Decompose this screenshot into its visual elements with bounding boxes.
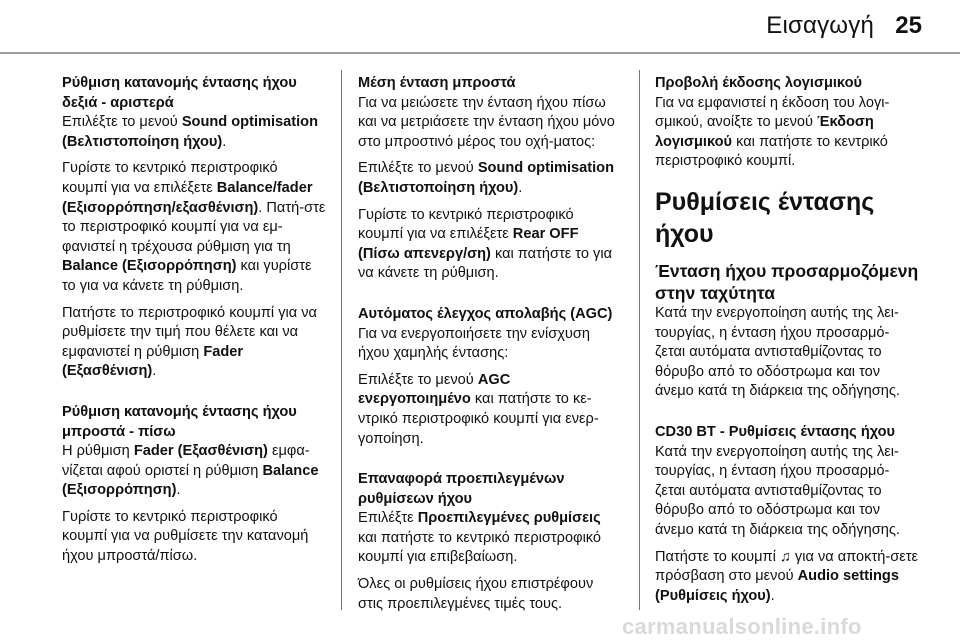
text: Επιλέξτε το μενού [62, 114, 182, 131]
text: Γυρίστε το κεντρικό περιστροφικό κουμπί για να επιλέξετε [62, 160, 278, 196]
paragraph: Για να ενεργοποιήσετε την ενίσχυση ήχου χαμηλής έντασης: [358, 325, 590, 362]
music-note-icon: ♫ [779, 548, 791, 565]
text: Για να εμφανιστεί η έκδοση του λογι-σμικού, ανοίξτε το μενού [655, 94, 890, 131]
text: . [176, 482, 181, 499]
text: Η ρύθμιση [62, 443, 134, 460]
heading-cd30-volume: CD30 BT - Ρυθμίσεις έντασης ήχου [655, 423, 896, 440]
text: για να αποκτή-σετε πρόσβαση στο μενού [655, 548, 918, 585]
paragraph [62, 304, 326, 382]
text: και πατήστε το κε-ντρικό περιστροφικό κουμπί για ενερ-γοποίηση. [358, 391, 599, 447]
paragraph: Για να μειώσετε την ένταση ήχου πίσω και να μετριάσετε την ένταση ήχου μόνο στο μπροστινό μέρος του οχή-ματος: [358, 94, 615, 150]
heading-software-version: Προβολή έκδοσης λογισμικού [655, 75, 862, 91]
menu-name: Audio settings (Ρυθμίσεις ήχου) [655, 568, 899, 604]
heading-balance-left-right: Ρύθμιση κατανομής έντασης ήχου δεξιά - αριστερά [62, 75, 297, 111]
text: . [518, 179, 523, 196]
page-number: 25 [895, 12, 922, 39]
paragraph: Όλες οι ρυθμίσεις ήχου επιστρέφουν στις προεπιλεγμένες τιμές τους. [358, 576, 594, 612]
column-3 [655, 74, 919, 613]
heading-reset-defaults: Επαναφορά προεπιλεγμένων ρυθμίσεων ήχου [358, 471, 565, 507]
text: και πατήστε το κεντρικό περιστροφικό κουμπί. [655, 133, 888, 170]
text: Πατήστε το κουμπί [655, 548, 780, 565]
subheading-speed-volume: Ένταση ήχου προσαρμοζόμενη στην ταχύτητα [655, 260, 919, 303]
paragraph [358, 371, 622, 449]
paragraph: Κατά την ενεργοποίηση αυτής της λει-τουργίας, η ένταση ήχου προσαρμό-ζεται αυτόματα αντισταθμίζοντας το θόρυβο από το οδόστρωμα και τον άνεμο κατά τη διάρκεια της οδήγησης. [655, 304, 900, 400]
column-divider-1 [341, 70, 342, 610]
menu-name: Balance (Εξισορρόπηση) [62, 258, 237, 275]
paragraph [62, 442, 326, 501]
text: και πατήστε το κεντρικό περιστροφικό κουμπί για επιβεβαίωση. [358, 529, 602, 566]
menu-name: Fader (Εξασθένιση) [62, 343, 244, 380]
text: . [770, 587, 775, 604]
paragraph [358, 206, 622, 284]
text: . [222, 133, 227, 150]
text: . [152, 363, 157, 380]
text: εμφα-νίζεται αφού οριστεί η ρύθμιση [62, 443, 310, 479]
watermark: carmanualsonline.info [622, 614, 862, 639]
paragraph: Κατά την ενεργοποίηση αυτής της λει-τουργίας, η ένταση ήχου προσαρμό-ζεται αυτόματα αντισταθμίζοντας το θόρυβο από το οδόστρωμα και τον άνεμο κατά τη διάρκεια της οδήγησης. [655, 443, 900, 538]
paragraph [62, 113, 326, 152]
paragraph [655, 94, 919, 172]
section-heading-volume-settings: Ρυθμίσεις έντασης ήχου [655, 187, 875, 248]
menu-name: Sound optimisation (Βελτιστοποίηση ήχου) [62, 114, 319, 150]
text: . Πατή-στε το περιστροφικό κουμπί για να εμ-φανιστεί η τρέχουσα ρύθμιση για τη [62, 199, 326, 255]
heading-fader-front-rear: Ρύθμιση κατανομής έντασης ήχου μπροστά - πίσω [62, 403, 297, 440]
section-title: Εισαγωγή [766, 12, 874, 39]
paragraph [358, 159, 622, 198]
paragraph: Γυρίστε το κεντρικό περιστροφικό κουμπί για να ρυθμίσετε την κατανομή ήχου μπροστά/πίσω. [62, 508, 309, 565]
text: Επιλέξτε [358, 510, 418, 527]
text: Επιλέξτε το μενού [358, 371, 478, 388]
menu-name: Rear OFF (Πίσω απενεργ/ση) [358, 226, 579, 262]
menu-name: AGC ενεργοποιημένο [358, 371, 511, 408]
menu-name: Έκδοση λογισμικού [655, 114, 874, 150]
menu-name: Προεπιλεγμένες ρυθμίσεις [417, 510, 601, 527]
page-header [0, 0, 960, 52]
paragraph [358, 509, 622, 568]
column-divider-2 [639, 70, 640, 610]
paragraph [62, 159, 326, 296]
heading-front-volume: Μέση ένταση μπροστά [358, 75, 516, 91]
text: Πατήστε το περιστροφικό κουμπί για να ρυθμίσετε την τιμή που θέλετε και να εμφανιστεί η ρύθμιση [62, 304, 317, 360]
text: και πατήστε το για να κάνετε τη ρύθμιση. [358, 245, 613, 282]
menu-name: Balance/fader (Εξισορρόπηση/εξασθένιση) [62, 179, 313, 216]
column-2 [358, 74, 622, 621]
paragraph [655, 548, 919, 607]
text: και γυρίστε το για να κάνετε τη ρύθμιση. [62, 258, 312, 294]
heading-agc: Αυτόματος έλεγχος απολαβής (AGC) [358, 305, 613, 322]
menu-name: Sound optimisation (Βελτιστοποίηση ήχου) [358, 160, 615, 196]
header-divider [0, 52, 960, 54]
menu-name: Fader (Εξασθένιση) [133, 443, 268, 460]
text: Επιλέξτε το μενού [358, 160, 478, 177]
column-1 [62, 74, 326, 574]
text: Γυρίστε το κεντρικό περιστροφικό κουμπί για να επιλέξετε [358, 206, 574, 243]
menu-name: Balance (Εξισορρόπηση) [62, 462, 319, 499]
